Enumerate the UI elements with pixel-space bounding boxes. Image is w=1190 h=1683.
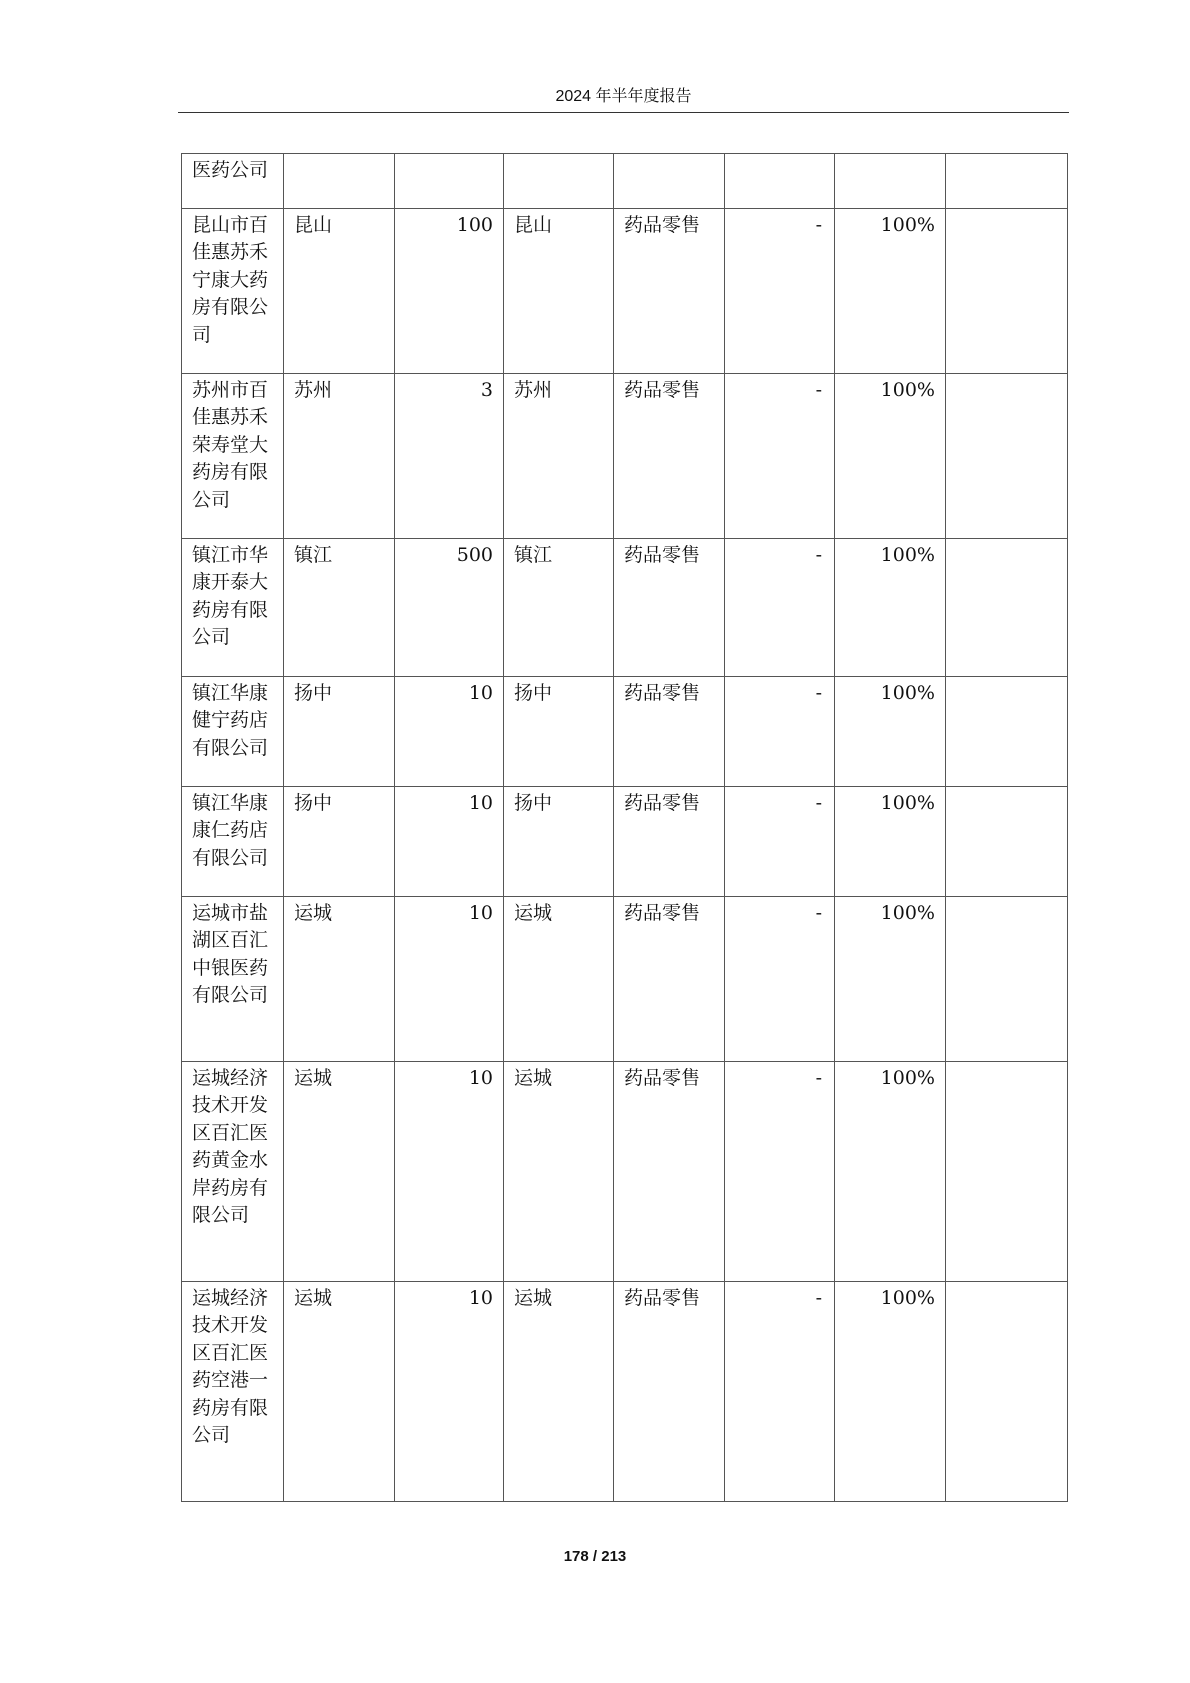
company-name: 运城经济技术开发区百汇医药黄金水岸药房有限公司 xyxy=(182,1062,284,1282)
indirect-share: 100% xyxy=(835,1282,946,1502)
direct-share: - xyxy=(725,1282,835,1502)
indirect-share: 100% xyxy=(835,539,946,677)
registration-place: 运城 xyxy=(504,1282,614,1502)
acquisition-method xyxy=(946,677,1068,787)
acquisition-method xyxy=(946,539,1068,677)
indirect-share: 100% xyxy=(835,897,946,1062)
acquisition-method xyxy=(946,897,1068,1062)
registered-capital: 10 xyxy=(395,787,504,897)
main-location: 昆山 xyxy=(284,209,395,374)
table-row xyxy=(182,374,1068,539)
table-row xyxy=(182,154,1068,209)
business-nature: 药品零售 xyxy=(614,897,725,1062)
company-name: 昆山市百佳惠苏禾宁康大药房有限公司 xyxy=(182,209,284,374)
direct-share: - xyxy=(725,374,835,539)
acquisition-method xyxy=(946,154,1068,209)
page-number: 178 / 213 xyxy=(563,1548,627,1565)
main-location: 运城 xyxy=(284,1282,395,1502)
main-location: 苏州 xyxy=(284,374,395,539)
company-name: 镇江市华康开泰大药房有限公司 xyxy=(182,539,284,677)
company-name: 苏州市百佳惠苏禾荣寿堂大药房有限公司 xyxy=(182,374,284,539)
registered-capital: 10 xyxy=(395,897,504,1062)
main-location: 扬中 xyxy=(284,787,395,897)
business-nature: 药品零售 xyxy=(614,787,725,897)
acquisition-method xyxy=(946,374,1068,539)
direct-share: - xyxy=(725,539,835,677)
indirect-share: 100% xyxy=(835,1062,946,1282)
company-name: 镇江华康康仁药店有限公司 xyxy=(182,787,284,897)
indirect-share: 100% xyxy=(835,677,946,787)
business-nature xyxy=(614,154,725,209)
table-row xyxy=(182,677,1068,787)
business-nature: 药品零售 xyxy=(614,539,725,677)
business-nature: 药品零售 xyxy=(614,1282,725,1502)
acquisition-method xyxy=(946,787,1068,897)
table-row xyxy=(182,209,1068,374)
indirect-share: 100% xyxy=(835,787,946,897)
main-location: 运城 xyxy=(284,897,395,1062)
main-location: 运城 xyxy=(284,1062,395,1282)
registered-capital: 100 xyxy=(395,209,504,374)
company-name: 医药公司 xyxy=(182,154,284,209)
indirect-share: 100% xyxy=(835,209,946,374)
company-name: 运城经济技术开发区百汇医药空港一药房有限公司 xyxy=(182,1282,284,1502)
table-row xyxy=(182,897,1068,1062)
table-row xyxy=(182,539,1068,677)
direct-share: - xyxy=(725,209,835,374)
registration-place: 苏州 xyxy=(504,374,614,539)
business-nature: 药品零售 xyxy=(614,374,725,539)
indirect-share: 100% xyxy=(835,374,946,539)
registered-capital: 10 xyxy=(395,1062,504,1282)
registered-capital: 500 xyxy=(395,539,504,677)
registration-place xyxy=(504,154,614,209)
main-location: 扬中 xyxy=(284,677,395,787)
registered-capital xyxy=(395,154,504,209)
table-row xyxy=(182,1282,1068,1502)
business-nature: 药品零售 xyxy=(614,677,725,787)
direct-share: - xyxy=(725,897,835,1062)
table-row xyxy=(182,787,1068,897)
main-location xyxy=(284,154,395,209)
company-name: 运城市盐湖区百汇中银医药有限公司 xyxy=(182,897,284,1062)
business-nature: 药品零售 xyxy=(614,1062,725,1282)
direct-share: - xyxy=(725,1062,835,1282)
registration-place: 运城 xyxy=(504,897,614,1062)
direct-share: - xyxy=(725,677,835,787)
subsidiary-table xyxy=(181,153,1068,1502)
indirect-share xyxy=(835,154,946,209)
registered-capital: 3 xyxy=(395,374,504,539)
page-header: 2024 年半年度报告 xyxy=(178,84,1069,113)
acquisition-method xyxy=(946,1062,1068,1282)
business-nature: 药品零售 xyxy=(614,209,725,374)
registration-place: 扬中 xyxy=(504,787,614,897)
registration-place: 镇江 xyxy=(504,539,614,677)
main-location: 镇江 xyxy=(284,539,395,677)
registered-capital: 10 xyxy=(395,1282,504,1502)
registration-place: 扬中 xyxy=(504,677,614,787)
registration-place: 运城 xyxy=(504,1062,614,1282)
registration-place: 昆山 xyxy=(504,209,614,374)
table-row xyxy=(182,1062,1068,1282)
registered-capital: 10 xyxy=(395,677,504,787)
acquisition-method xyxy=(946,1282,1068,1502)
direct-share: - xyxy=(725,787,835,897)
direct-share xyxy=(725,154,835,209)
acquisition-method xyxy=(946,209,1068,374)
company-name: 镇江华康健宁药店有限公司 xyxy=(182,677,284,787)
